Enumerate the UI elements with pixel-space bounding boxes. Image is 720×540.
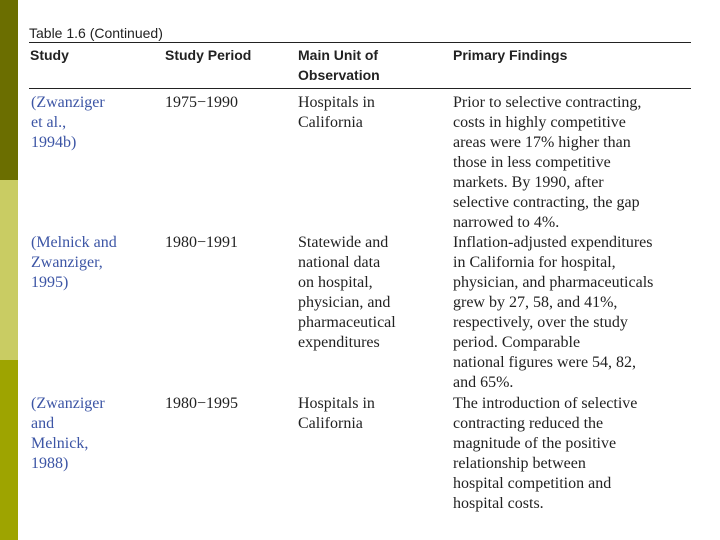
- row1-findings-line: markets. By 1990, after: [453, 174, 604, 191]
- row1-unit: [298, 93, 375, 133]
- row2-study: [31, 233, 117, 293]
- row3-findings-line: magnitude of the positive: [453, 435, 617, 452]
- row1-unit-line: Hospitals in: [298, 94, 375, 111]
- row2-unit-line: Statewide and: [298, 234, 389, 251]
- row3-findings-line: hospital costs.: [453, 495, 544, 512]
- table-caption: Table 1.6 (Continued): [29, 25, 163, 41]
- row1-findings: [453, 93, 641, 233]
- row2-period: 1980−1991: [165, 234, 239, 251]
- row1-findings-line: selective contracting, the gap: [453, 194, 640, 211]
- row1-findings-line: costs in highly competitive: [453, 114, 626, 131]
- row2-findings-line: national figures were 54, 82,: [453, 354, 637, 371]
- row3-findings-line: relationship between: [453, 455, 586, 472]
- row2-findings-line: in California for hospital,: [453, 254, 616, 271]
- row3-findings-line: hospital competition and: [453, 475, 612, 492]
- row2-unit-line: expenditures: [298, 334, 380, 351]
- row2-findings-line: physician, and pharmaceuticals: [453, 274, 654, 291]
- row1-findings-line: areas were 17% higher than: [453, 134, 631, 151]
- row1-unit-line: California: [298, 114, 363, 131]
- row3-study-line: 1988): [31, 455, 69, 472]
- row3-findings-line: The introduction of selective: [453, 395, 638, 412]
- row1-findings-line: those in less competitive: [453, 154, 611, 171]
- row2-study-line: Zwanziger,: [31, 254, 103, 271]
- row3-findings: [453, 394, 637, 514]
- row2-findings-line: period. Comparable: [453, 334, 581, 351]
- row2-findings: [453, 233, 653, 393]
- row1-findings-line: narrowed to 4%.: [453, 214, 560, 231]
- row3-unit-line: Hospitals in: [298, 395, 375, 412]
- sidebar-band-dark: [0, 0, 18, 180]
- row2-unit-line: on hospital,: [298, 274, 373, 291]
- row3-study-line: (Zwanziger: [31, 395, 105, 412]
- row2-unit-line: national data: [298, 254, 381, 271]
- row3-study: [31, 394, 105, 474]
- row3-study-line: and: [31, 415, 55, 432]
- table-header-rule: [29, 88, 691, 89]
- row1-findings-line: Prior to selective contracting,: [453, 94, 642, 111]
- row1-period: 1975−1990: [165, 94, 239, 111]
- row2-findings-line: and 65%.: [453, 374, 514, 391]
- sidebar-band-light: [0, 180, 18, 360]
- sidebar-band-mid: [0, 360, 18, 540]
- table-top-rule: [29, 42, 691, 43]
- row2-study-line: (Melnick and: [31, 234, 117, 251]
- row2-findings-line: respectively, over the study: [453, 314, 628, 331]
- header-study: Study: [30, 47, 69, 63]
- row1-study-line: (Zwanziger: [31, 94, 105, 111]
- header-main-unit-line: Main Unit of: [298, 47, 379, 63]
- row3-unit: [298, 394, 375, 434]
- header-primary-findings: Primary Findings: [453, 47, 568, 63]
- row1-study: [31, 93, 105, 153]
- row2-unit: [298, 233, 396, 353]
- header-study-period: Study Period: [165, 47, 252, 63]
- row1-study-line: 1994b): [31, 134, 77, 151]
- row3-period: 1980−1995: [165, 395, 239, 412]
- row2-study-line: 1995): [31, 274, 69, 291]
- row2-findings-line: Inflation-adjusted expenditures: [453, 234, 653, 251]
- row3-unit-line: California: [298, 415, 363, 432]
- row3-findings-line: contracting reduced the: [453, 415, 604, 432]
- header-main-unit: [298, 45, 380, 85]
- header-main-unit-line: Observation: [298, 67, 380, 83]
- row2-findings-line: grew by 27, 58, and 41%,: [453, 294, 618, 311]
- row2-unit-line: physician, and: [298, 294, 391, 311]
- row2-unit-line: pharmaceutical: [298, 314, 396, 331]
- row1-study-line: et al.,: [31, 114, 67, 131]
- row3-study-line: Melnick,: [31, 435, 89, 452]
